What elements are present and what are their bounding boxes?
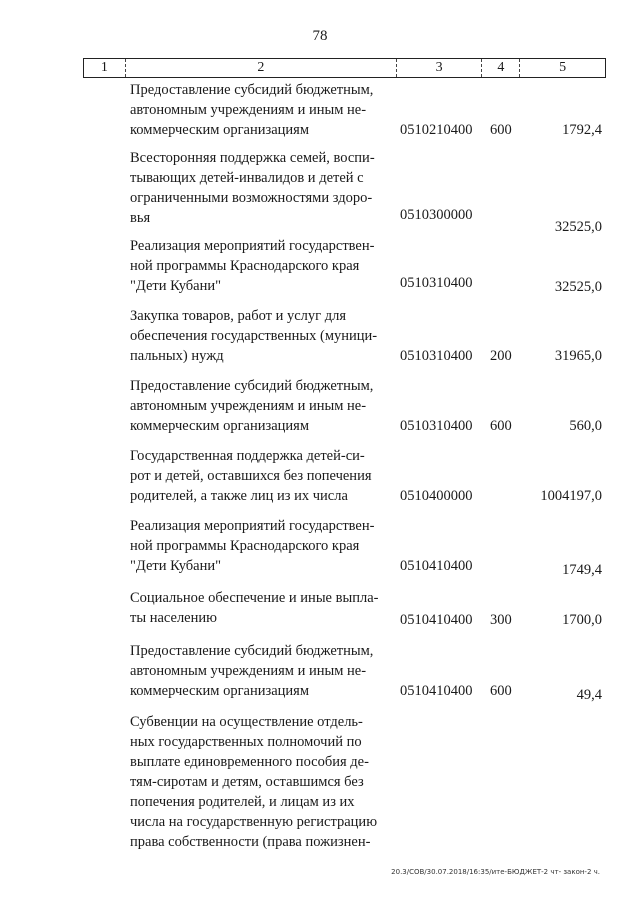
row-group: 600 — [490, 683, 512, 699]
row-amount: 31965,0 — [554, 348, 602, 364]
row-code: 0510410400 — [400, 612, 473, 628]
desc-line: Социальное обеспечение и иные выпла- — [130, 590, 379, 606]
row-code: 0510410400 — [400, 558, 473, 574]
desc-line: родителей, а также лиц из их числа — [130, 488, 348, 504]
desc-line: Предоставление субсидий бюджетным, — [130, 643, 374, 659]
desc-line: ограниченными возможностями здоро- — [130, 190, 373, 206]
desc-line: коммерческим организациям — [130, 418, 310, 434]
desc-line: Предоставление субсидий бюджетным, — [130, 378, 374, 394]
header-col-5: 5 — [559, 60, 567, 75]
desc-line: тывающих детей-инвалидов и детей с — [130, 170, 364, 186]
table-header — [83, 58, 606, 78]
desc-line: права собственности (права пожизнен- — [130, 834, 371, 850]
row-amount: 560,0 — [569, 418, 602, 434]
row-description — [130, 712, 388, 852]
row-description — [130, 80, 388, 140]
desc-line: ных государственных полномочий по — [130, 734, 362, 750]
header-col-2: 2 — [126, 59, 397, 77]
desc-line: "Дети Кубани" — [130, 558, 222, 574]
desc-line: выплате единовременного пособия де- — [130, 754, 369, 770]
row-description — [130, 588, 388, 628]
row-code: 0510410400 — [400, 683, 473, 699]
row-description — [130, 446, 388, 506]
desc-line: обеспечения государственных (муници- — [130, 328, 378, 344]
desc-line: "Дети Кубани" — [130, 278, 222, 294]
row-code: 0510300000 — [400, 207, 473, 223]
desc-line: коммерческим организациям — [130, 683, 310, 699]
row-code: 0510310400 — [400, 418, 473, 434]
desc-line: пальных) нужд — [130, 348, 224, 364]
page-number: 78 — [312, 28, 328, 44]
desc-line: автономным учреждениям и иным не- — [130, 398, 367, 414]
row-code: 0510310400 — [400, 348, 473, 364]
row-amount: 49,4 — [576, 687, 602, 703]
desc-line: попечения родителей, и лицам из их — [130, 794, 355, 810]
desc-line: Субвенции на осуществление отдель- — [130, 714, 363, 730]
desc-line: тям-сиротам и детям, оставшимся без — [130, 774, 364, 790]
row-group: 300 — [490, 612, 512, 628]
row-amount: 1004197,0 — [540, 488, 602, 504]
document-footer-stamp: 20.3/СОВ/30.07.2018/16:35/ите-БЮДЖЕТ-2 чт- закон-2 ч. — [391, 868, 600, 876]
row-amount: 32525,0 — [554, 219, 602, 235]
row-code: 0510400000 — [400, 488, 473, 504]
desc-line: Государственная поддержка детей-си- — [130, 448, 365, 464]
row-description — [130, 148, 388, 228]
desc-line: автономным учреждениям и иным не- — [130, 102, 367, 118]
row-code: 0510310400 — [400, 275, 473, 291]
desc-line: ной программы Краснодарского края — [130, 258, 360, 274]
desc-line: вья — [130, 210, 151, 226]
row-amount: 1749,4 — [562, 562, 602, 578]
row-description — [130, 306, 388, 366]
row-group: 600 — [490, 418, 512, 434]
desc-line: Реализация мероприятий государствен- — [130, 518, 375, 534]
header-col-4: 4 — [482, 59, 520, 77]
desc-line: коммерческим организациям — [130, 122, 310, 138]
header-col-3: 3 — [397, 59, 483, 77]
row-amount: 32525,0 — [554, 279, 602, 295]
row-description — [130, 236, 388, 296]
row-group: 200 — [490, 348, 512, 364]
row-amount: 1700,0 — [562, 612, 602, 628]
row-code: 0510210400 — [400, 122, 473, 138]
header-col-1: 1 — [84, 59, 126, 77]
desc-line: Предоставление субсидий бюджетным, — [130, 82, 374, 98]
row-amount: 1792,4 — [562, 122, 602, 138]
desc-line: Реализация мероприятий государствен- — [130, 238, 375, 254]
desc-line: автономным учреждениям и иным не- — [130, 663, 367, 679]
row-group: 600 — [490, 122, 512, 138]
desc-line: ной программы Краснодарского края — [130, 538, 360, 554]
desc-line: Всесторонняя поддержка семей, воспи- — [130, 150, 375, 166]
row-description — [130, 376, 388, 436]
desc-line: рот и детей, оставшихся без попечения — [130, 468, 372, 484]
row-description — [130, 641, 388, 701]
row-description — [130, 516, 388, 576]
desc-line: числа на государственную регистрацию — [130, 814, 378, 830]
desc-line: ты населению — [130, 610, 217, 626]
desc-line: Закупка товаров, работ и услуг для — [130, 308, 347, 324]
